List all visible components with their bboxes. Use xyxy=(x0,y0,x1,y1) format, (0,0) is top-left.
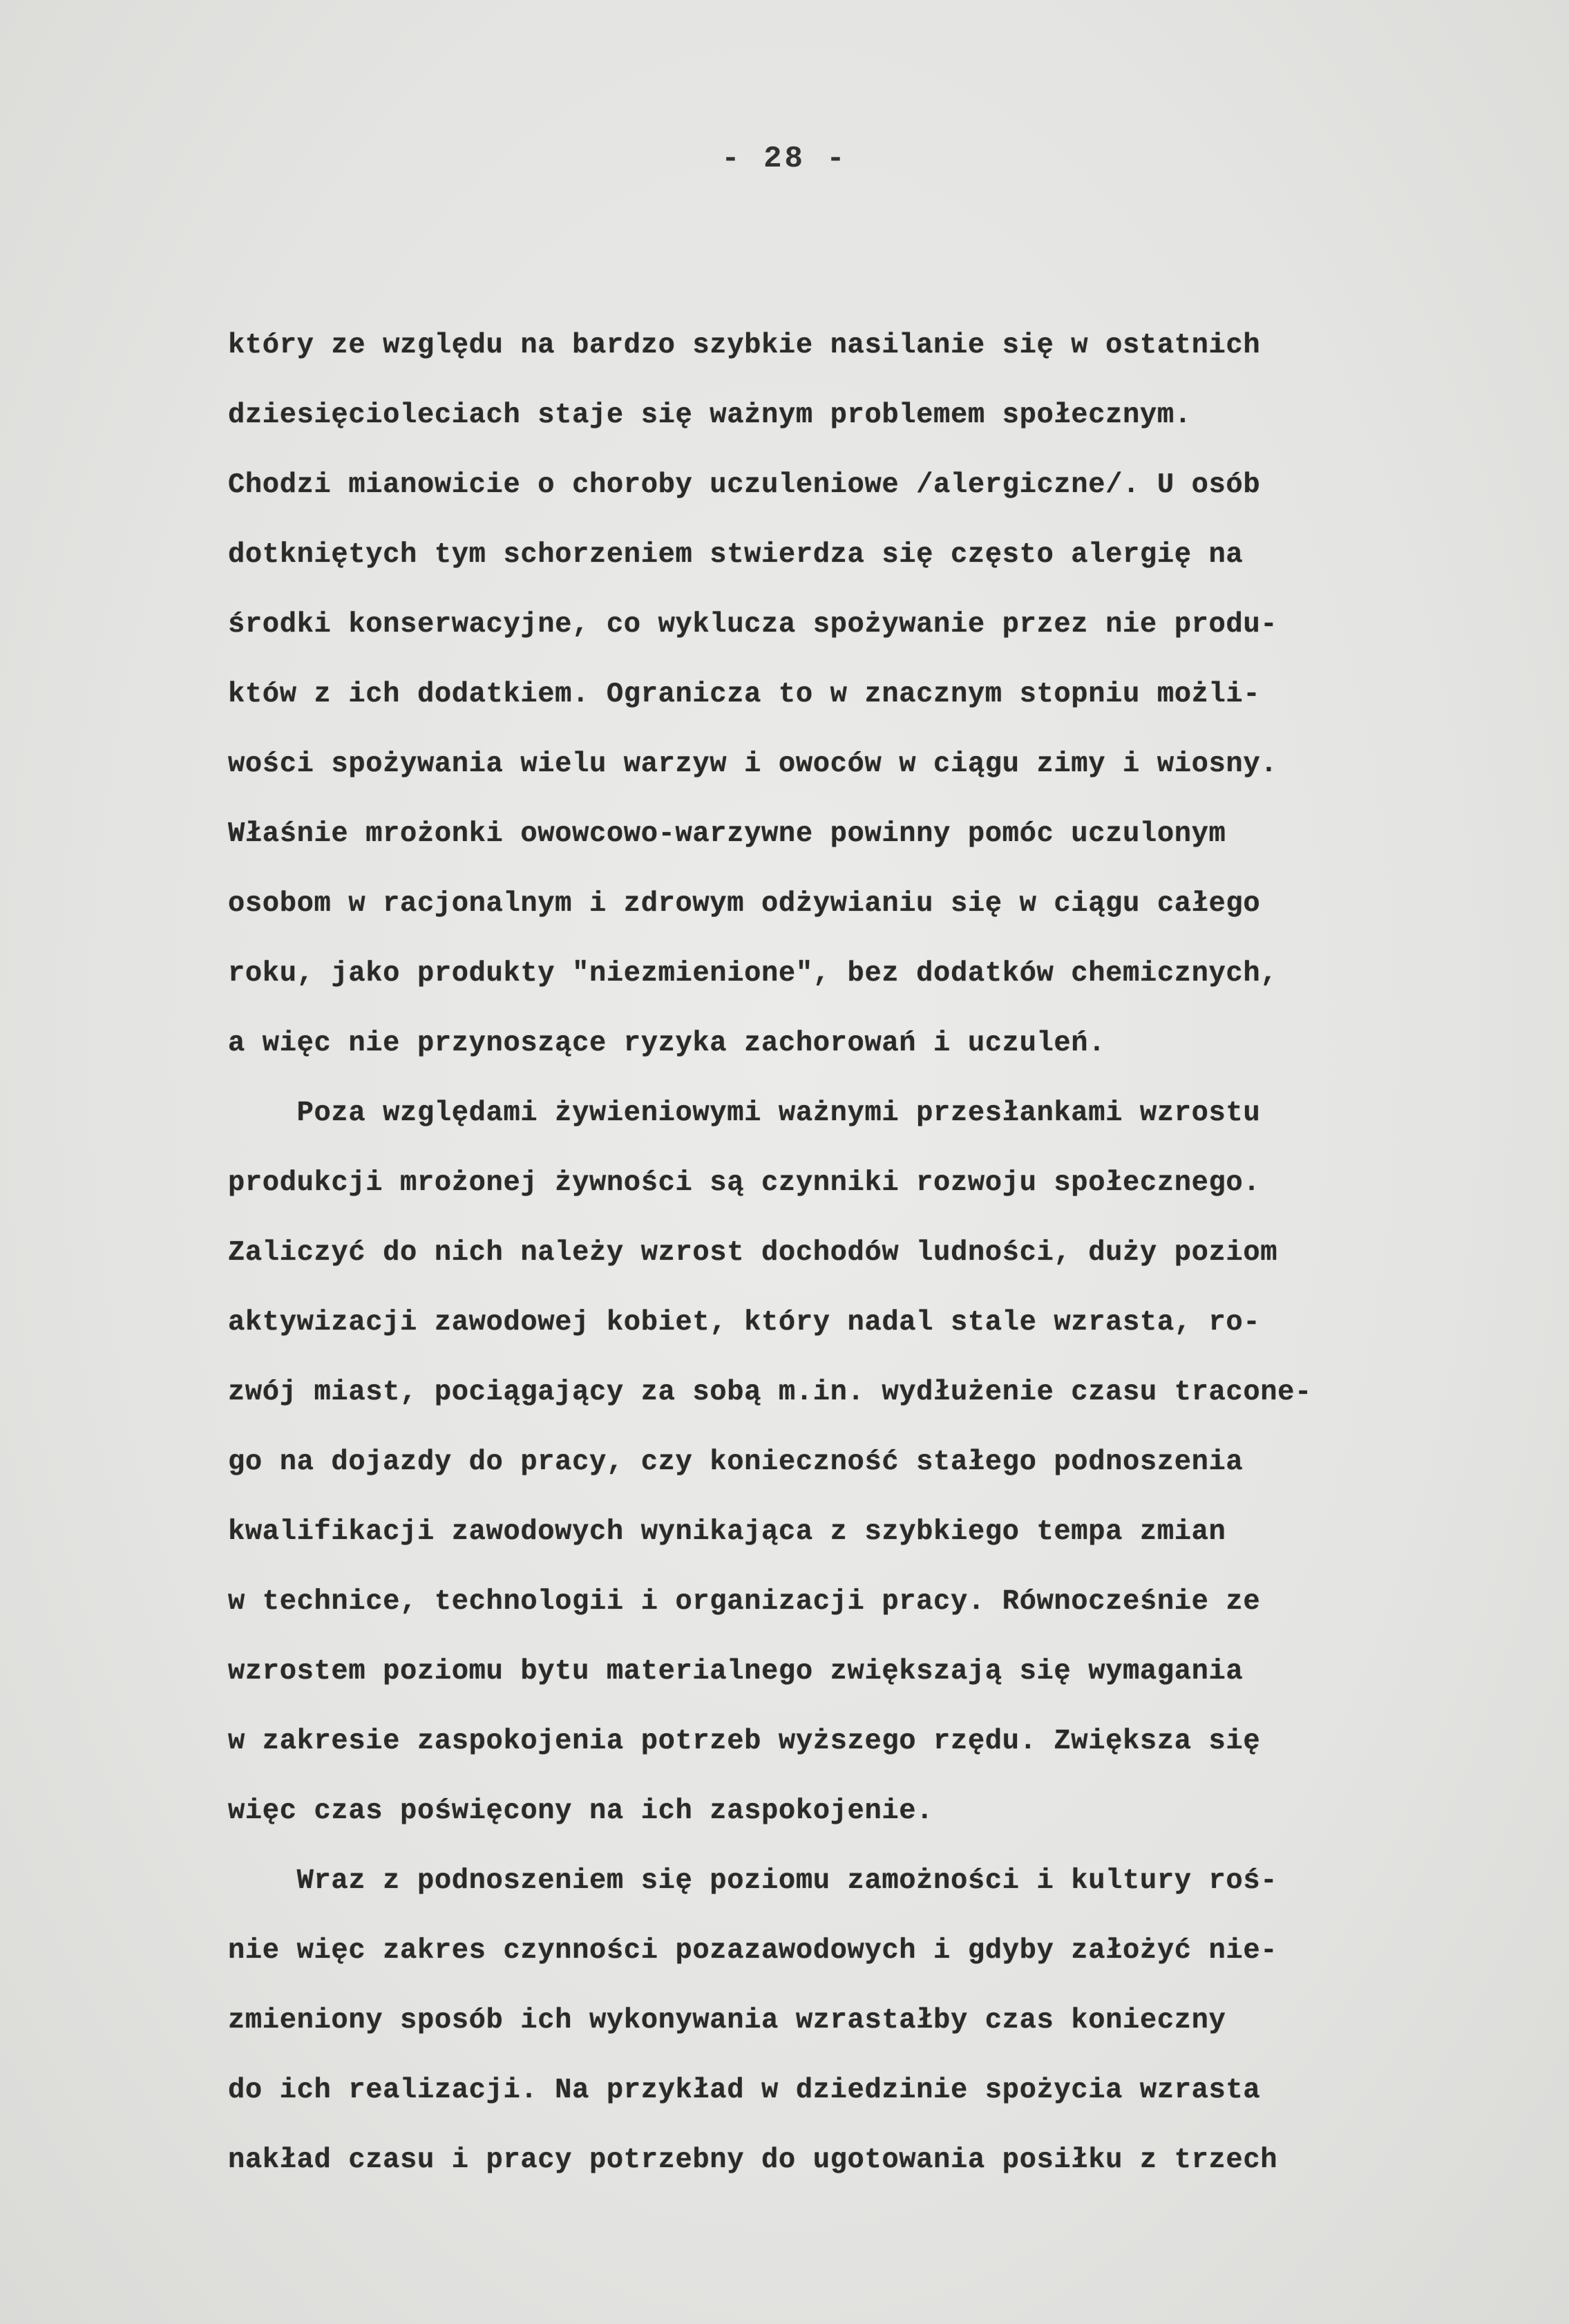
text-line: kwalifikacji zawodowych wynikająca z szybkiego tempa zmian xyxy=(228,1516,1226,1548)
text-line: dziesięcioleciach staje się ważnym problemem społecznym. xyxy=(228,399,1192,431)
text-line: Wraz z podnoszeniem się poziomu zamożności i kultury roś- xyxy=(228,1865,1278,1897)
text-line: wzrostem poziomu bytu materialnego zwiększają się wymagania xyxy=(228,1656,1244,1688)
text-line: zmieniony sposób ich wykonywania wzrastałby czas konieczny xyxy=(228,2005,1226,2037)
text-line: aktywizacji zawodowej kobiet, który nadal stale wzrasta, ro- xyxy=(228,1307,1261,1339)
text-line: środki konserwacyjne, co wyklucza spożywanie przez nie produ- xyxy=(228,609,1278,641)
text-line: produkcji mrożonej żywności są czynniki rozwoju społecznego. xyxy=(228,1167,1261,1199)
text-line: go na dojazdy do pracy, czy konieczność stałego podnoszenia xyxy=(228,1446,1244,1478)
text-line: a więc nie przynoszące ryzyka zachorowań i uczuleń. xyxy=(228,1028,1106,1059)
text-line: Chodzi mianowicie o choroby uczuleniowe /alergiczne/. U osób xyxy=(228,469,1261,501)
text-line: który ze względu na bardzo szybkie nasilanie się w ostatnich xyxy=(228,330,1261,361)
text-line: zwój miast, pociągający za sobą m.in. wydłużenie czasu tracone- xyxy=(228,1377,1312,1408)
text-line: roku, jako produkty "niezmienione", bez dodatków chemicznych, xyxy=(228,958,1278,990)
text-line: w technice, technologii i organizacji pracy. Równocześnie ze xyxy=(228,1586,1261,1618)
text-line: nakład czasu i pracy potrzebny do ugotowania posiłku z trzech xyxy=(228,2144,1278,2176)
page-number: - 28 - xyxy=(721,142,848,176)
text-line: nie więc zakres czynności pozazawodowych i gdyby założyć nie- xyxy=(228,1935,1278,1967)
text-line: osobom w racjonalnym i zdrowym odżywianiu się w ciągu całego xyxy=(228,888,1261,920)
text-line: w zakresie zaspokojenia potrzeb wyższego rzędu. Zwiększa się xyxy=(228,1726,1261,1757)
body-text xyxy=(228,311,1541,2195)
text-line: Właśnie mrożonki owowcowo-warzywne powinny pomóc uczulonym xyxy=(228,818,1226,850)
text-line: dotkniętych tym schorzeniem stwierdza się często alergię na xyxy=(228,539,1244,571)
text-line: więc czas poświęcony na ich zaspokojenie. xyxy=(228,1795,934,1827)
text-line: Poza względami żywieniowymi ważnymi przesłankami wzrostu xyxy=(228,1097,1261,1129)
text-line: któw z ich dodatkiem. Ogranicza to w znacznym stopniu możli- xyxy=(228,679,1261,710)
text-line: wości spożywania wielu warzyw i owoców w ciągu zimy i wiosny. xyxy=(228,748,1278,780)
text-line: do ich realizacji. Na przykład w dziedzinie spożycia wzrasta xyxy=(228,2075,1261,2106)
text-line: Zaliczyć do nich należy wzrost dochodów ludności, duży poziom xyxy=(228,1237,1278,1269)
